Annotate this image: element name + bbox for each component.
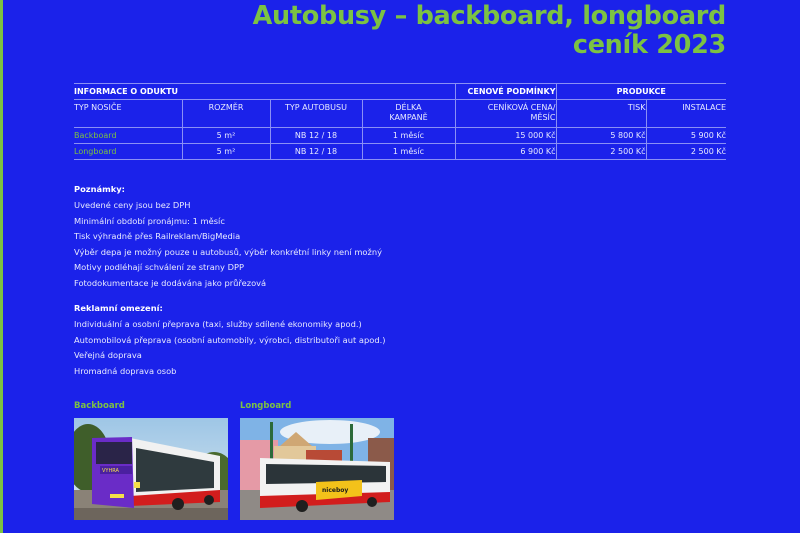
restriction-item: Automobilová přeprava (osobní automobily, výrobci, distributoři aut apod.) [74, 334, 386, 345]
cell-print: 2 500 Kč [556, 144, 646, 160]
note-item: Výběr depa je možný pouze u autobusů, výběr konkrétní linky není možný [74, 246, 383, 257]
svg-text:niceboy: niceboy [322, 487, 349, 494]
notes-section [74, 184, 382, 292]
col-print: TISK [556, 100, 646, 128]
table-column-header [74, 100, 726, 128]
table-group-header [74, 84, 726, 100]
cell-size: 5 m² [182, 128, 270, 144]
col-price: CENÍKOVÁ CENA/ MĚSÍC [455, 100, 556, 128]
svg-text:VYHRA: VYHRA [102, 468, 119, 474]
cell-type: Longboard [74, 144, 182, 160]
group-product-info: INFORMACE O ODUKTU [74, 84, 455, 100]
group-price-conditions: CENOVÉ PODMÍNKY [455, 84, 556, 100]
col-bus-type: TYP AUTOBUSU [270, 100, 362, 128]
accent-bar [0, 0, 3, 533]
notes-heading: Poznámky: [74, 184, 126, 194]
restriction-item: Hromadná doprava osob [74, 365, 177, 376]
title-line-1: Autobusy – backboard, longboard [252, 1, 726, 31]
note-item: Motivy podléhají schválení ze strany DPP [74, 262, 244, 273]
restriction-item: Individuální a osobní přeprava (taxi, služby sdílené ekonomiky apod.) [74, 319, 362, 329]
price-table [74, 83, 726, 160]
table-row [74, 144, 726, 160]
cell-install: 2 500 Kč [646, 144, 726, 160]
restriction-item: Veřejná doprava [74, 350, 142, 361]
cell-bus: NB 12 / 18 [270, 128, 362, 144]
cell-bus: NB 12 / 18 [270, 144, 362, 160]
cell-type: Backboard [74, 128, 182, 144]
photo-label-backboard: Backboard [74, 401, 125, 411]
group-production: PRODUKCE [556, 84, 726, 100]
title-line-2: ceník 2023 [572, 30, 726, 60]
page-title [253, 2, 726, 60]
col-size: ROZMĚR [182, 100, 270, 128]
restrictions-heading: Reklamní omezení: [74, 303, 163, 313]
col-type: TYP NOSIČE [74, 100, 182, 128]
cell-price: 15 000 Kč [455, 128, 556, 144]
note-item: Tisk výhradně přes Railreklam/BigMedia [74, 231, 241, 242]
bus-longboard-photo-icon [240, 418, 394, 520]
cell-install: 5 900 Kč [646, 128, 726, 144]
photo-label-longboard: Longboard [240, 401, 292, 411]
cell-print: 5 800 Kč [556, 128, 646, 144]
cell-duration: 1 měsíc [362, 144, 455, 160]
bus-backboard-photo-icon [74, 418, 228, 520]
note-item: Fotodokumentace je dodávána jako průřezová [74, 277, 267, 288]
table-row [74, 128, 726, 144]
col-duration: DÉLKA KAMPANĚ [362, 100, 455, 128]
note-item: Uvedené ceny jsou bez DPH [74, 200, 191, 210]
note-item: Minimální období pronájmu: 1 měsíc [74, 215, 225, 226]
cell-duration: 1 měsíc [362, 128, 455, 144]
cell-size: 5 m² [182, 144, 270, 160]
restrictions-section [74, 303, 385, 379]
cell-price: 6 900 Kč [455, 144, 556, 160]
col-install: INSTALACE [646, 100, 726, 128]
